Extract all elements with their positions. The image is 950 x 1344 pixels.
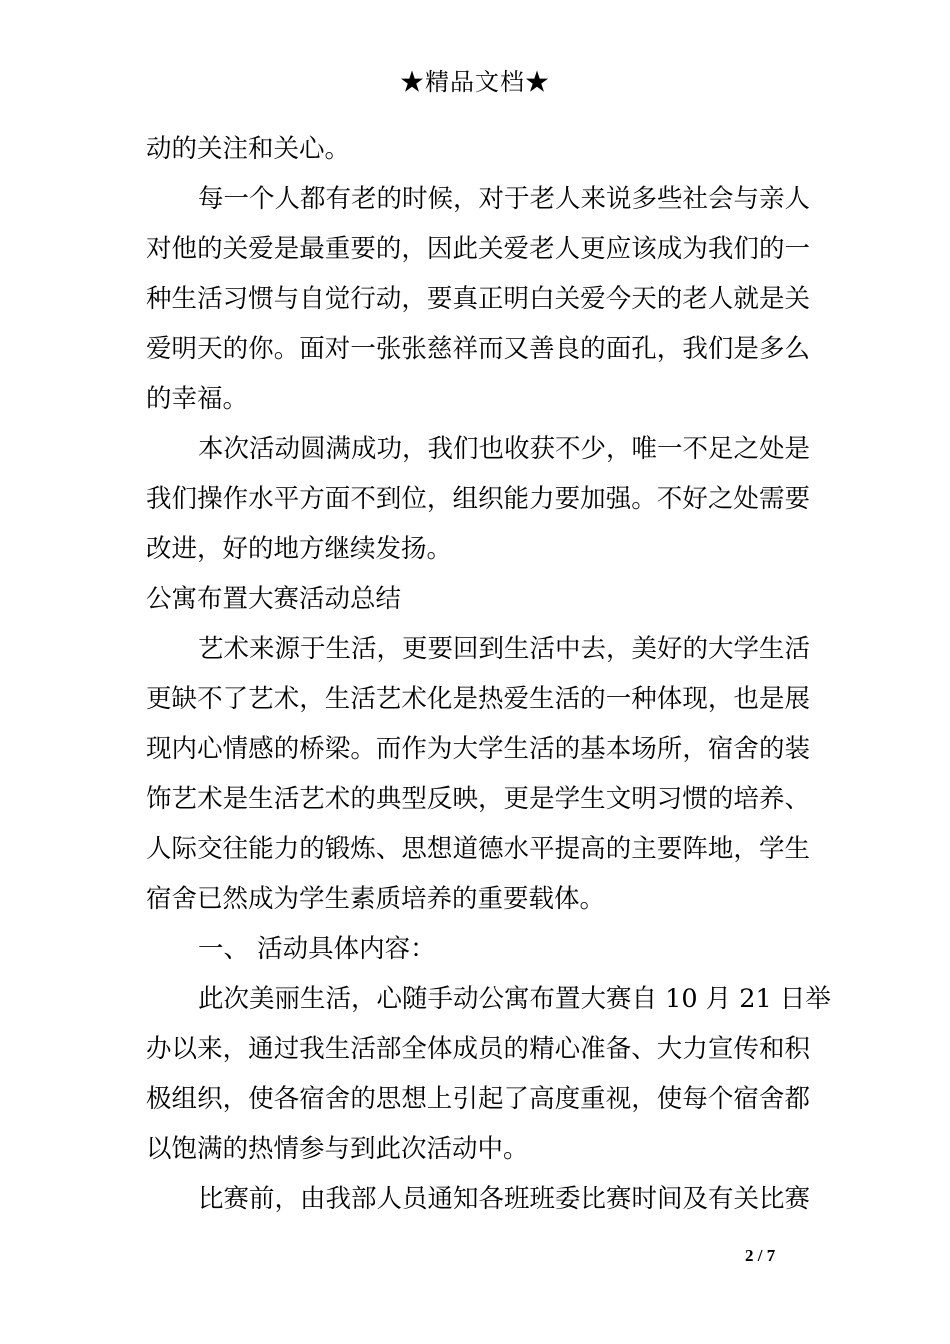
text-line: 更缺不了艺术，生活艺术化是热爱生活的一种体现，也是展 — [146, 684, 810, 714]
text-line: 我们操作水平方面不到位，组织能力要加强。不好之处需要 — [146, 484, 810, 514]
text-line: 办以来，通过我生活部全体成员的精心准备、大力宣传和积 — [146, 1034, 810, 1064]
text-line: 人际交往能力的锻炼、思想道德水平提高的主要阵地，学生 — [146, 834, 810, 864]
document-body — [146, 124, 831, 1224]
text-line: 本次活动圆满成功，我们也收获不少，唯一不足之处是 — [198, 434, 811, 464]
text-line: 对他的关爱是最重要的，因此关爱老人更应该成为我们的一 — [146, 234, 810, 264]
text-line: 爱明天的你。面对一张张慈祥而又善良的面孔，我们是多么 — [146, 334, 810, 364]
text-line: 艺术来源于生活，更要回到生活中去，美好的大学生活 — [198, 634, 811, 664]
text-line: 比赛前，由我部人员通知各班班委比赛时间及有关比赛 — [198, 1184, 811, 1214]
page-header: ★精品文档★ — [400, 68, 550, 96]
text-line: 的幸福。 — [146, 384, 249, 414]
text-line: 极组织，使各宿舍的思想上引起了高度重视，使每个宿舍都 — [146, 1084, 810, 1114]
text-line: 现内心情感的桥梁。而作为大学生活的基本场所，宿舍的装 — [146, 734, 810, 764]
text-line: 每一个人都有老的时候，对于老人来说多些社会与亲人 — [198, 184, 811, 214]
text-line: 此次美丽生活，心随手动公寓布置大赛自 10 月 21 日举 — [198, 984, 831, 1014]
text-line: 种生活习惯与自觉行动，要真正明白关爱今天的老人就是关 — [146, 284, 810, 314]
text-line: 公寓布置大赛活动总结 — [146, 584, 402, 614]
text-line: 饰艺术是生活艺术的典型反映，更是学生文明习惯的培养、 — [146, 784, 810, 814]
text-line: 一、 活动具体内容： — [198, 934, 436, 964]
text-line: 以饱满的热情参与到此次活动中。 — [146, 1134, 529, 1164]
text-line: 动的关注和关心。 — [146, 134, 351, 164]
text-line: 宿舍已然成为学生素质培养的重要载体。 — [146, 884, 606, 914]
page-number: 2 / 7 — [745, 1246, 776, 1265]
text-line: 改进，好的地方继续发扬。 — [146, 534, 453, 564]
